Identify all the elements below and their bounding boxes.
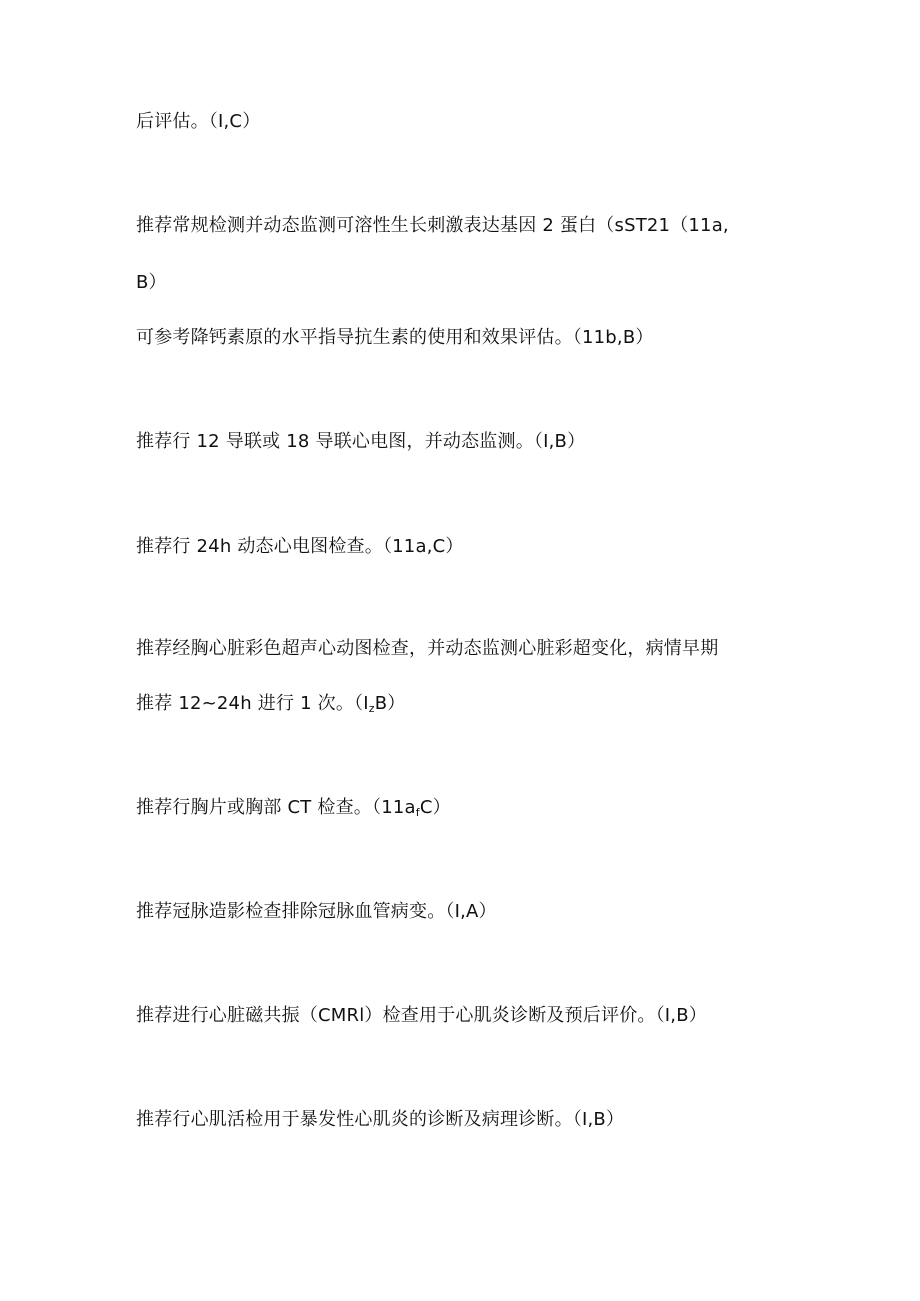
- text-segment: 推荐 12~24h 进行 1 次。（I: [136, 693, 369, 714]
- text-segment: B）: [374, 693, 406, 714]
- subscript-mark: f: [415, 806, 420, 819]
- text-segment: 推荐行胸片或胸部 CT 检查。（11a: [136, 797, 416, 818]
- subscript-mark: z: [368, 702, 375, 715]
- text-line-sst2-monitoring: 推荐常规检测并动态监测可溶性生长刺激表达基因 2 蛋白（sST21（11a,: [136, 215, 729, 236]
- text-line-ecg: 推荐行 12 导联或 18 导联心电图，并动态监测。（I,B）: [136, 431, 586, 452]
- text-line-cardiac-mri: 推荐进行心脏磁共振（CMRl）检查用于心肌炎诊断及预后评价。（I,B）: [136, 1005, 707, 1026]
- text-line-myocardial-biopsy: 推荐行心肌活检用于暴发性心肌炎的诊断及病理诊断。（I,B）: [136, 1109, 625, 1130]
- text-line-holter-ecg: 推荐行 24h 动态心电图检查。（11a,C）: [136, 536, 464, 557]
- text-line-procalcitonin: 可参考降钙素原的水平指导抗生素的使用和效果评估。（11b,B）: [136, 327, 654, 348]
- text-line-prognosis-evaluation: 后评估。（I,C）: [136, 111, 261, 132]
- text-line-echocardiography: 推荐经胸心脏彩色超声心动图检查，并动态监测心脏彩超变化，病情早期: [136, 638, 719, 659]
- text-line-chest-imaging: [136, 796, 451, 820]
- text-line-coronary-angiography: 推荐冠脉造影检查排除冠脉血管病变。（I,A）: [136, 901, 497, 922]
- text-line-sst2-monitoring-cont: B）: [136, 272, 167, 293]
- text-line-echocardiography-cont: [136, 692, 405, 716]
- text-segment: C）: [419, 797, 451, 818]
